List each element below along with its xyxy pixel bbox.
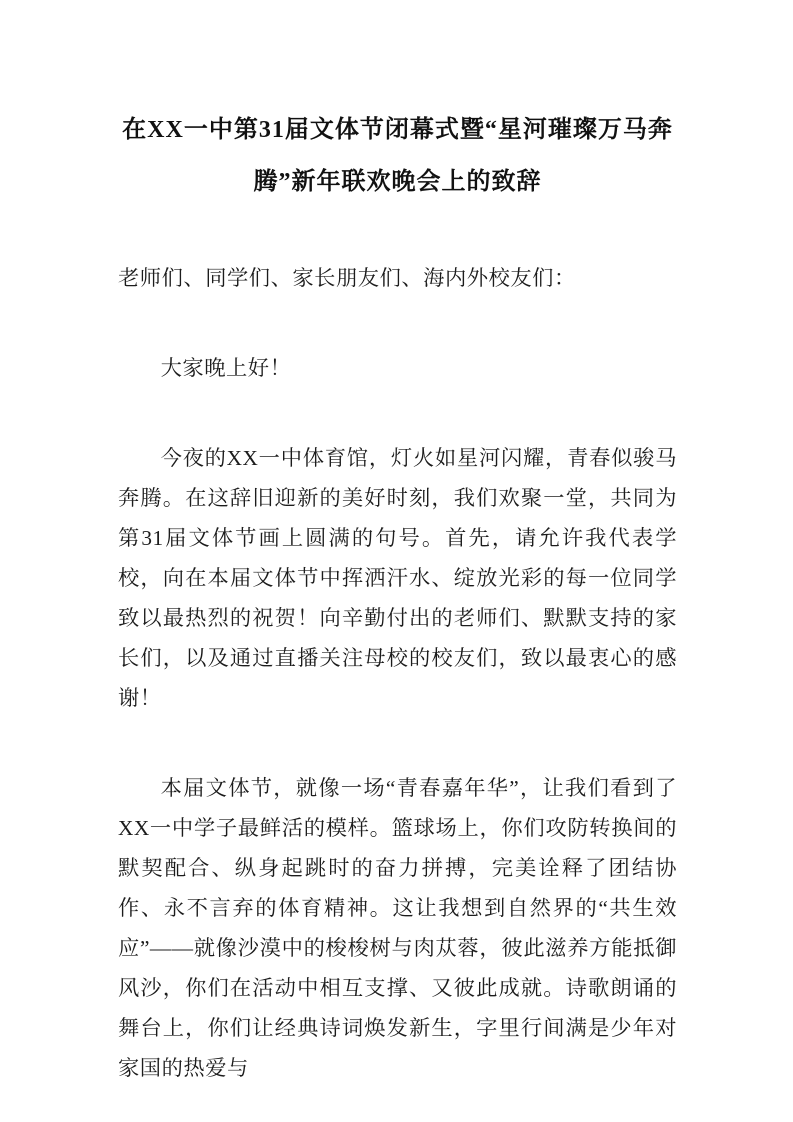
paragraph-opening: 今夜的XX一中体育馆，灯火如星河闪耀，青春似骏马奔腾。在这辞旧迎新的美好时刻，我们欢聚一堂，共同为第31届文体节画上圆满的句号。首先，请允许我代表学校，向在本届文体节中挥洒汗水、绽放光彩的每一位同学致以最热烈的祝贺！向辛勤付出的老师们、默默支持的家长们，以及通过直播关注母校的校友们，致以最衷心的感谢！: [118, 446, 677, 710]
document-title: 在XX一中第31届文体节闭幕式暨“星河璀璨万马奔腾”新年联欢晚会上的致辞: [122, 117, 673, 195]
salutation-line: 老师们、同学们、家长朋友们、海内外校友们：: [118, 266, 576, 290]
paragraph-greeting: 大家晚上好！: [160, 356, 292, 380]
paragraph-festival-review: 本届文体节，就像一场“青春嘉年华”，让我们看到了XX一中学子最鲜活的模样。篮球场上，你们攻防转换间的默契配合、纵身起跳时的奋力拼搏，完美诠释了团结协作、永不言弃的体育精神。这让我想到自然界的“共生效应”——就像沙漠中的梭梭树与肉苁蓉，彼此滋养方能抵御风沙，你们在活动中相互支撑、又彼此成就。诗歌朗诵的舞台上，你们让经典诗词焕发新生，字里行间满是少年对家国的热爱与: [118, 776, 677, 1080]
document-body: [118, 258, 677, 1088]
